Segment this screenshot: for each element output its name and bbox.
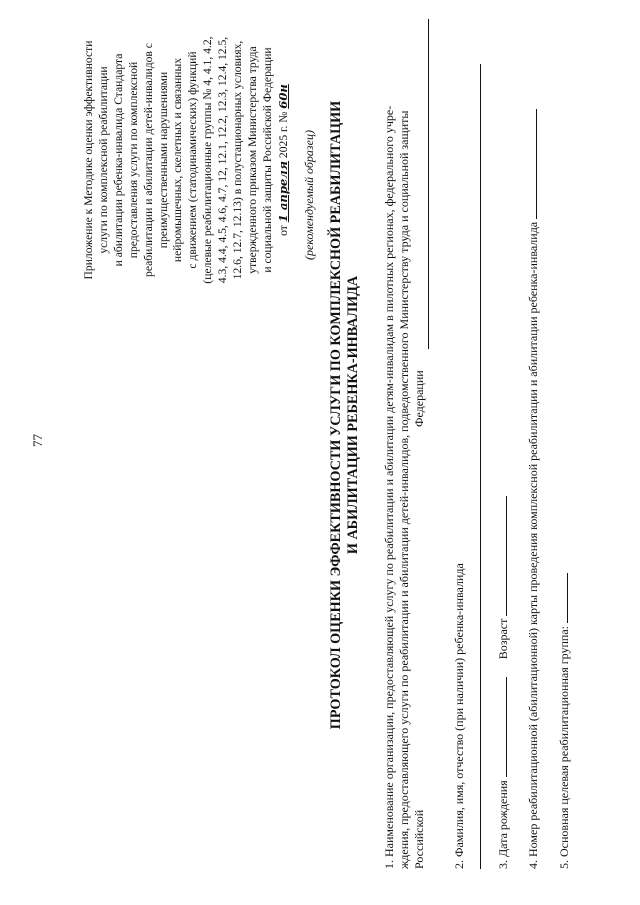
birth-date-fill-line[interactable] — [494, 677, 507, 777]
appendix-line: предоставления услуги по комплексной — [126, 61, 140, 259]
appendix-line: и абилитации ребенка-инвалида Стандарта — [111, 53, 125, 267]
order-date-handwritten: 1 апреля — [275, 160, 290, 223]
field-1-line-1: 1. Наименование организации, предоставляющей услугу по реабилитации и абилитации детям-инвалидам в пилотных регионах, федерального учре- — [382, 105, 396, 869]
appendix-block — [82, 5, 292, 315]
appendix-line: преимущественными нарушениями — [156, 71, 170, 249]
field-1-fill-line[interactable] — [428, 19, 429, 349]
card-number-label: 4. Номер реабилитационной (абилитационной) карты проведения комплексной реабилитации и абилитации ребенка-инвалида — [526, 221, 540, 869]
page-number: 77 — [30, 434, 45, 447]
field-1-line-3b: Федерации — [412, 370, 426, 427]
field-3-row — [494, 496, 511, 869]
order-prefix: от — [276, 225, 290, 236]
appendix-line: Приложение к Методике оценки эффективности — [82, 40, 95, 280]
order-year: 2025 г. № — [276, 111, 290, 159]
field-5-row — [555, 573, 572, 869]
target-group-fill-line[interactable] — [555, 573, 568, 623]
field-1-line-3a: Российской — [412, 809, 426, 869]
appendix-line: реабилитации и абилитации детей-инвалидов с — [141, 43, 155, 277]
document-title — [328, 15, 362, 815]
order-number-handwritten: 60н — [275, 84, 290, 109]
appendix-line: и социальной защиты Российской Федерации — [260, 47, 274, 273]
order-date-line — [276, 5, 292, 315]
appendix-line: с движением (статодинамических) функций — [186, 51, 200, 269]
card-number-fill-line[interactable] — [524, 109, 537, 219]
field-1-line-2: ждения, предоставляющего услуги по реабилитации и абилитации детей-инвалидов, подведомственного Министерству труда и социальной защиты — [397, 110, 411, 869]
appendix-line: утвержденного приказом Министерства труда — [245, 46, 259, 274]
field-2-fill-line[interactable] — [480, 64, 481, 869]
appendix-line: 12.6, 12.7, 12.13) в полустационарных условиях, — [231, 40, 245, 280]
target-group-label: 5. Основная целевая реабилитационная группа: — [557, 625, 571, 869]
appendix-line: нейромышечных, скелетных и связанных — [171, 57, 185, 263]
field-2-label: 2. Фамилия, имя, отчество (при наличии) ребенка-инвалида — [452, 563, 466, 869]
appendix-line: услуги по комплексной реабилитации — [96, 66, 110, 254]
birth-date-label: 3. Дата рождения — [496, 780, 510, 869]
appendix-line: 4.3, 4.4, 4.5, 4.6, 4.7, 12, 12.1, 12.2, 12.3, 12.4, 12.5, — [216, 36, 230, 284]
age-fill-line[interactable] — [494, 496, 507, 616]
appendix-line: (целевые реабилитационные группы № 4, 4.1, 4.2, — [201, 36, 215, 284]
recommended-sample-note: (рекомендуемый образец) — [302, 130, 316, 260]
age-label: Возраст — [496, 618, 510, 660]
field-4-row — [524, 109, 541, 869]
title-line-1: ПРОТОКОЛ ОЦЕНКИ ЭФФЕКТИВНОСТИ УСЛУГИ ПО КОМПЛЕКСНОЙ РЕАБИЛИТАЦИИ — [328, 100, 344, 730]
title-line-2: И АБИЛИТАЦИИ РЕБЕНКА-ИНВАЛИДА — [345, 275, 361, 555]
